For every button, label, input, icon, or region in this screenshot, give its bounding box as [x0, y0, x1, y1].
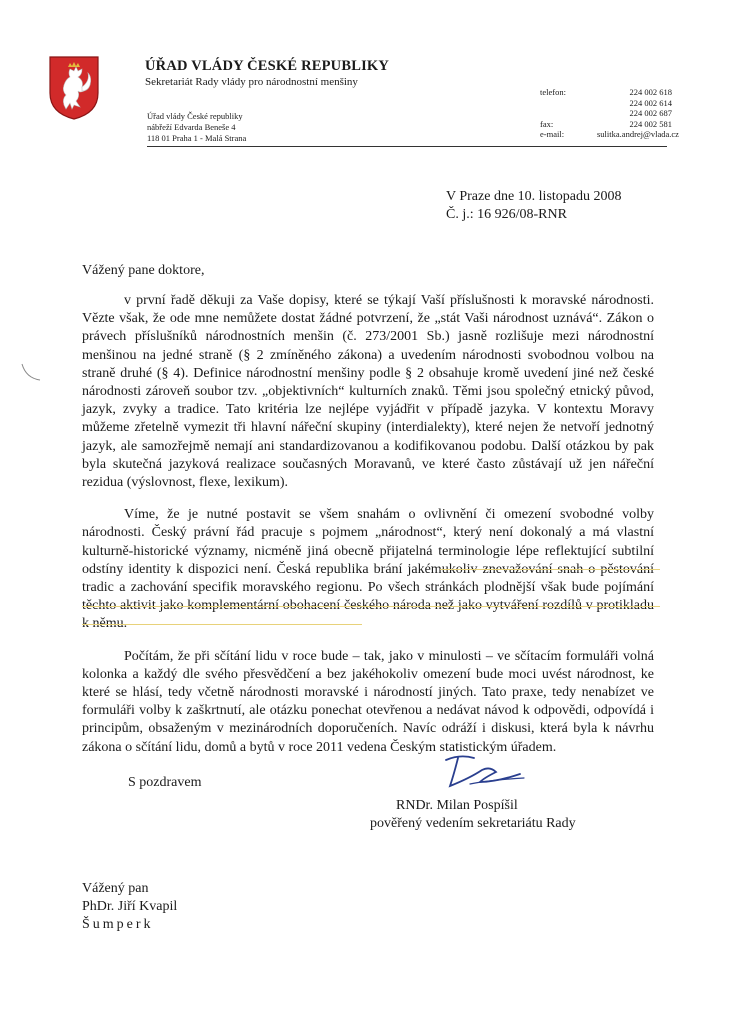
signer-block [370, 797, 576, 833]
phone-number: 224 002 618 [629, 87, 672, 97]
date-block [446, 188, 622, 224]
recipient-name: PhDr. Jiří Kvapil [82, 899, 178, 914]
signer-role: pověřený vedením sekretariátu Rady [370, 816, 576, 831]
phone-label: telefon: [540, 87, 566, 97]
recipient-city: Šumperk [82, 917, 154, 932]
highlight-mark [82, 624, 362, 625]
reference-number: Č. j.: 16 926/08-RNR [446, 207, 567, 222]
recipient-greeting: Vážený pan [82, 881, 149, 896]
pen-mark-icon [18, 360, 44, 386]
address-line: nábřeží Edvarda Beneše 4 [147, 122, 236, 132]
letter-body [82, 292, 654, 771]
body-paragraph: Počítám, že při sčítání lidu v roce bude – tak, jako v minulosti – ve sčítacím formuláři volná kolonka a každý dle svého přesvědčení a bez jakéhokoliv omezení bude moci uvést národnost, ke které se hlásí, tedy včetně národnosti moravské i národností jiných. Tato praxe, tedy nenabízet ve formuláři volby k zaškrtnutí, ale otázku ponechat otevřenou a nedávat návod k odpovědi, odpovídá i principům, obsaženým v mezinárodních doporučeních. Navíc odráží i diskusi, která byla k návrhu zákona o sčítání lidu, domů a bytů v roce 2011 vedena Českým statistickým úřadem. [82, 648, 654, 755]
fax-number: 224 002 581 [629, 118, 672, 129]
office-title: ÚŘAD VLÁDY ČESKÉ REPUBLIKY [145, 58, 390, 74]
body-paragraph: v první řadě děkuji za Vaše dopisy, které se týkají Vaší příslušnosti k moravské národnosti. Vězte však, že ode mne nemůžete dostat žádné potvrzení, že „stát Vaši národnost uznává“. Zákon o právech příslušníků národnostních menšin (č. 273/2001 Sb.) jasně rozlišuje mezi národnostní menšinou na jedné straně (§ 2 zmíněného zákona) a uvedením národnosti svobodnou volbou na straně druhé (§ 4). Definice národnostní menšiny podle § 2 obsahuje kromě uvedení jiné než české národnosti zároveň soubor tzv. „objektivních“ kulturních znaků. Těmi jsou společný etnický původ, jazyk, zvyky a tradice. Tato kritéria lze nejlépe vyjádřit v případě jazyka. V kontextu Moravy můžeme zřetelně vymezit tři hlavní nářeční skupiny (interdialekty), které nejen že netvoří jednotný jazyk, ale samozřejmě nemají ani standardizovanou a kodifikovanou podobu. Další otázkou by pak byla skutečná jazyková realizace současných Moravanů, ve které často zůstávají už jen nářeční rezidua (výslovnost, flexe, lexikum). [82, 293, 654, 491]
body-paragraph: Víme, že je nutné postavit se všem snahám o ovlivnění či omezení svobodné volby národnosti. Český právní řád pracuje s pojmem „národnost“, který není dokonalý a má vlastní kulturně-historické významy, nicméně jiná obecně přijatelná terminologie lépe reflektující subtilní odstíny identity k dispozici není. Česká republika brání jakémukoliv znevažování snah o pěstování tradic a zachování specifik moravského regionu. Po všech stránkách plodnější však bude pojímání těchto aktivit jako komplementární obohacení českého národa než jako vytváření rozdílů v protikladu k němu. [82, 507, 654, 632]
phone-number: 224 002 687 [629, 108, 672, 118]
address-line: Úřad vlády České republiky [147, 111, 243, 121]
contact-block [540, 87, 679, 140]
email-label: e-mail: [540, 129, 565, 139]
recipient-block [82, 880, 177, 934]
address-line: 118 01 Praha 1 - Malá Strana [147, 133, 247, 143]
lion-crest-icon [48, 55, 100, 121]
office-address [147, 111, 246, 144]
highlight-mark [440, 569, 660, 570]
fax-label: fax: [540, 118, 554, 129]
phone-number: 224 002 614 [629, 97, 672, 108]
office-subtitle: Sekretariát Rady vlády pro národnostní menšiny [145, 76, 358, 88]
signer-name: RNDr. Milan Pospíšil [396, 798, 518, 813]
signature-icon [440, 748, 530, 793]
header-divider [147, 146, 667, 147]
email-address: sulitka.andrej@vlada.cz [597, 129, 679, 139]
salutation: Vážený pane doktore, [82, 263, 205, 278]
date-line: V Praze dne 10. listopadu 2008 [446, 189, 622, 204]
closing: S pozdravem [128, 775, 202, 790]
highlight-mark [82, 606, 660, 607]
